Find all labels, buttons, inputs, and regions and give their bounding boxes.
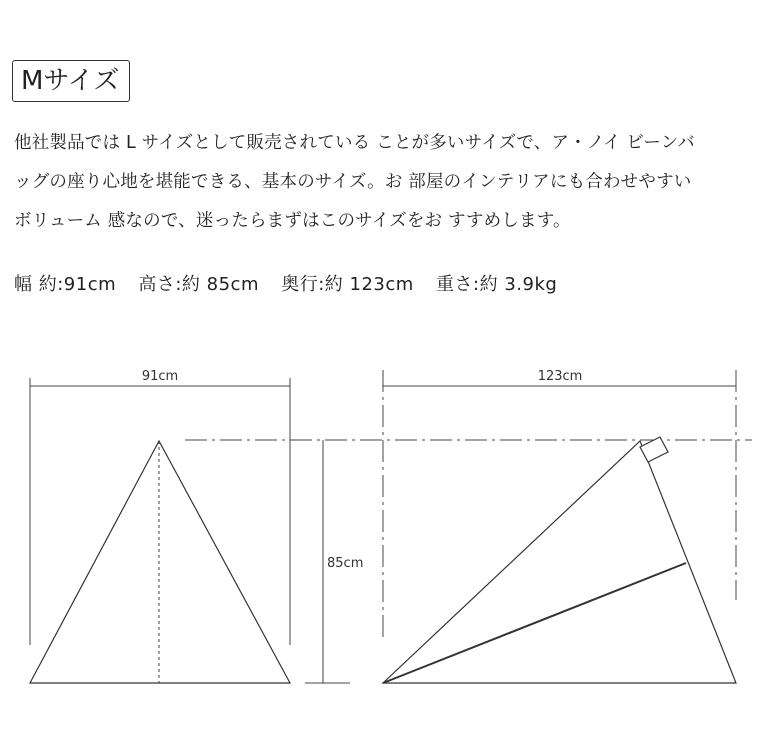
side-seam-line bbox=[383, 563, 686, 683]
spec-height: 高さ:約 85cm bbox=[138, 274, 259, 295]
spec-width: 幅 約:91cm bbox=[14, 274, 117, 295]
width-dimension bbox=[30, 378, 290, 645]
description-line: 他社製品では L サイズとして販売されている ことが多いサイズで、ア・ノイ ビーンバ bbox=[14, 133, 695, 153]
handle-tab bbox=[640, 437, 668, 462]
description-line: ボリューム 感なので、迷ったらまずはこのサイズをお すすめします。 bbox=[14, 211, 571, 231]
spec-depth: 奥行:約 123cm bbox=[281, 274, 414, 295]
side-view-outline bbox=[383, 441, 736, 683]
spec-weight: 重さ:約 3.9kg bbox=[436, 274, 558, 295]
width-label: 91cm bbox=[141, 369, 179, 384]
front-view-outline bbox=[30, 441, 290, 683]
description-line: ッグの座り心地を堪能できる、基本のサイズ。お 部屋のインテリアにも合わせやすい bbox=[14, 172, 692, 192]
depth-label: 123cm bbox=[537, 369, 583, 384]
size-badge: Mサイズ bbox=[12, 60, 130, 102]
depth-dimension bbox=[383, 370, 736, 640]
height-label: 85cm bbox=[327, 556, 364, 571]
